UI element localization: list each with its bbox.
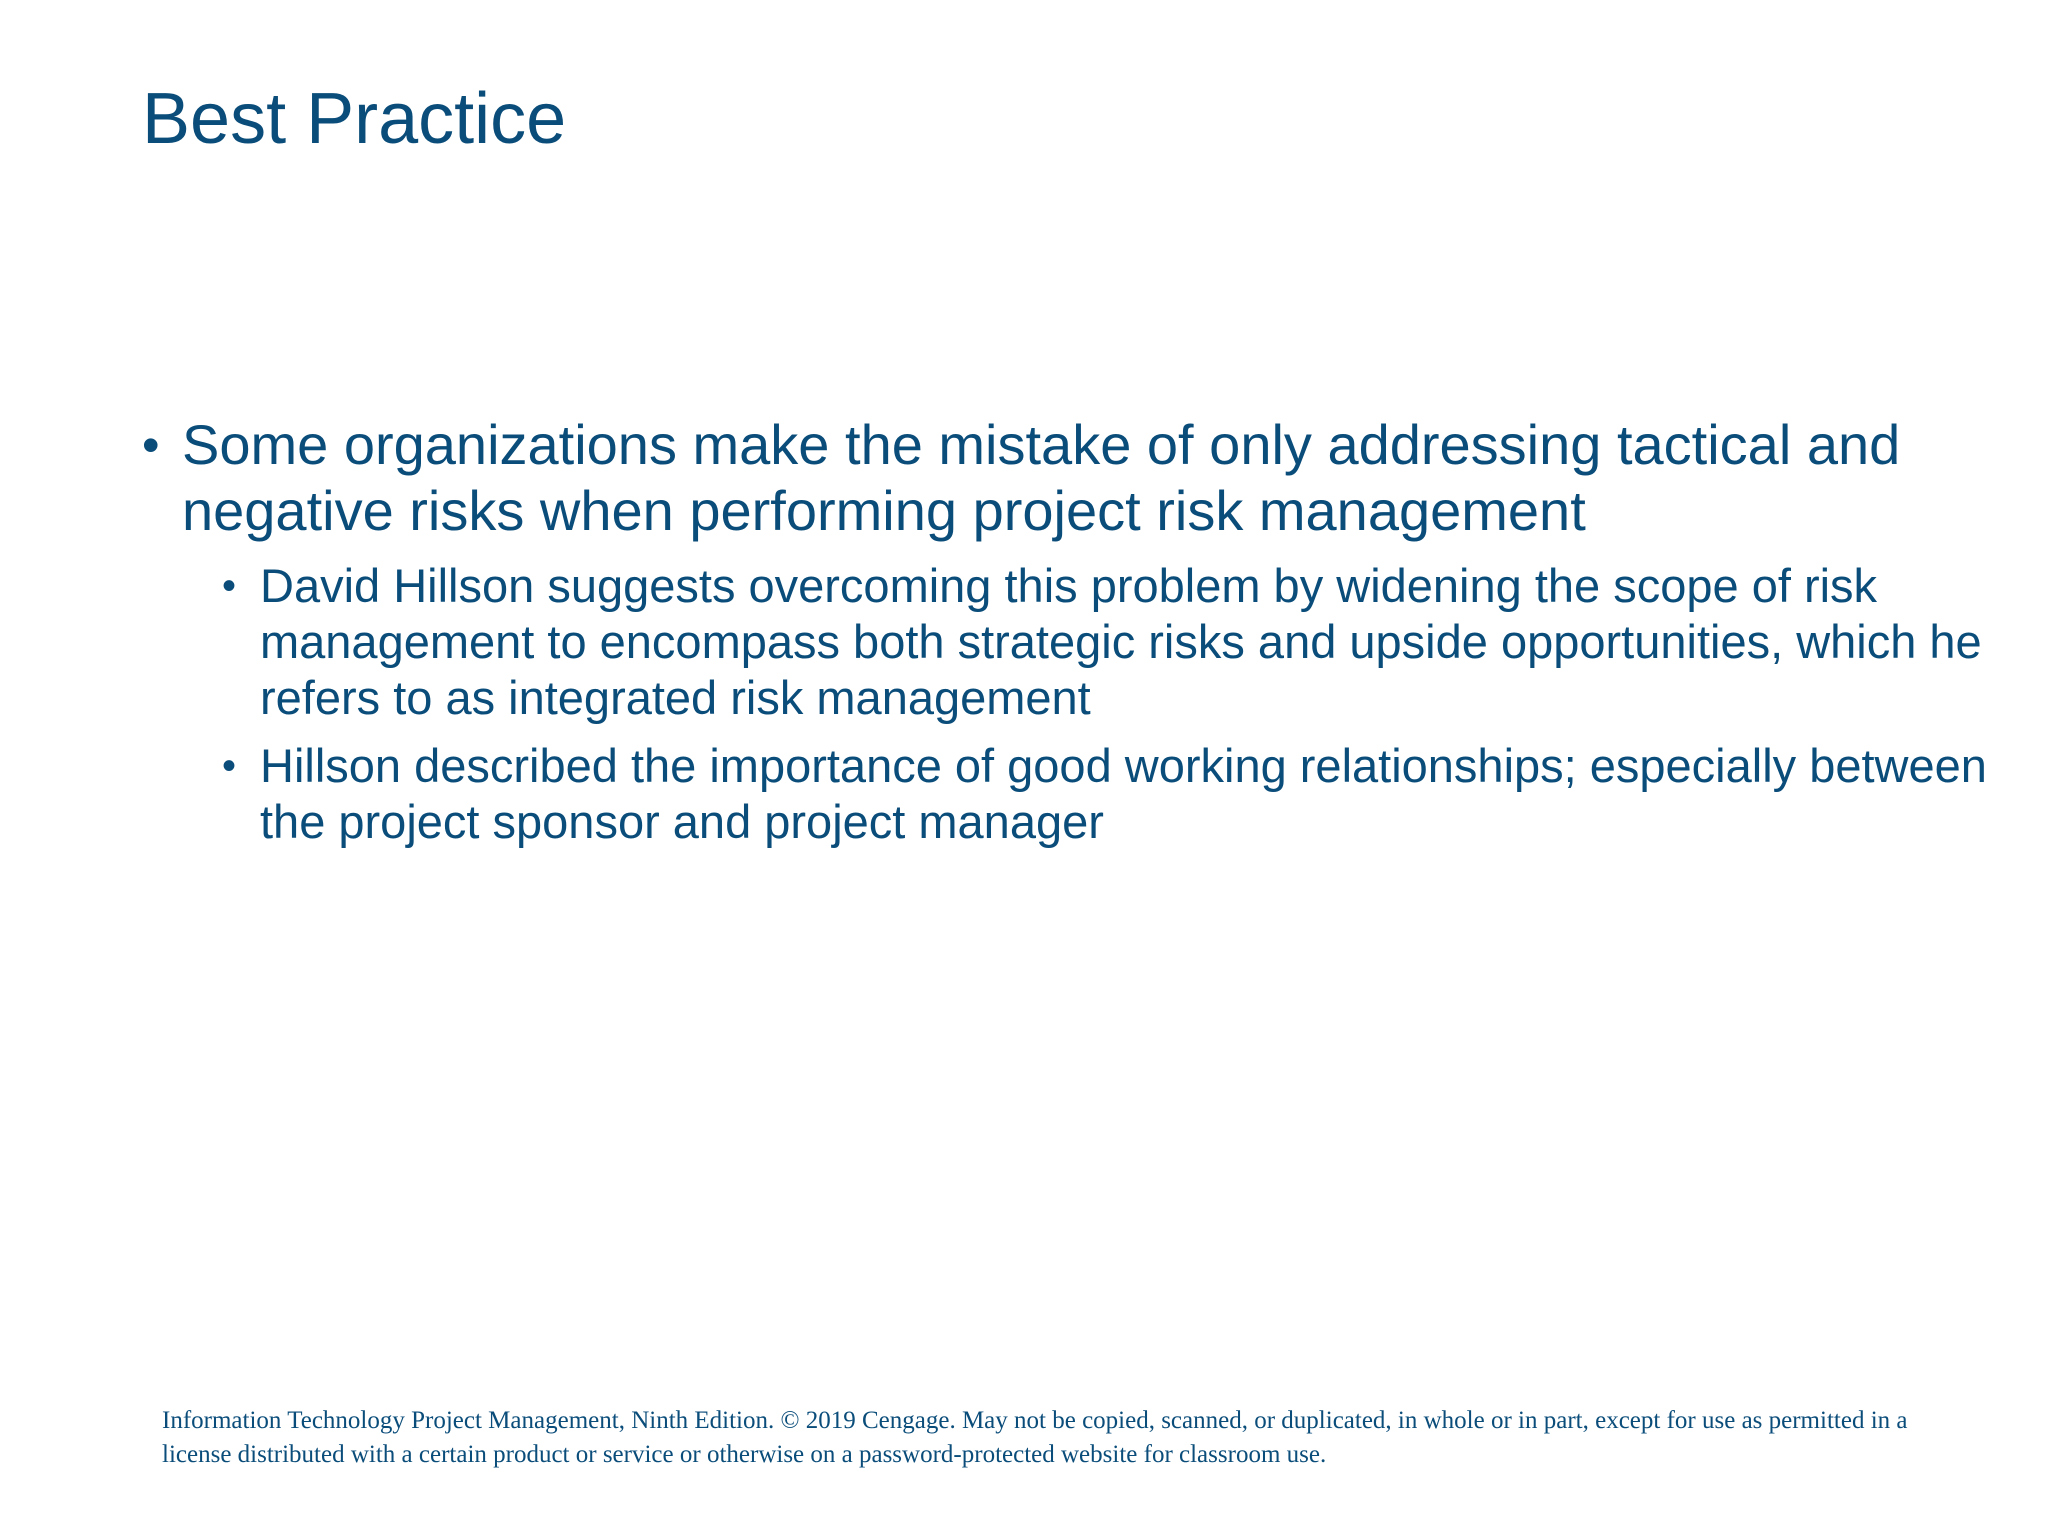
bullet-level-2: [142, 738, 2040, 850]
bullet-marker: •: [142, 417, 160, 473]
slide-title: Best Practice: [142, 79, 567, 159]
subbullet-text: Hillson described the importance of good working relationships; especially between the project sponsor and project manager: [260, 739, 1987, 848]
bullet-text: Some organizations make the mistake of only addressing tactical and negative risks when performing project risk management: [182, 413, 1901, 542]
subbullet-marker: •: [222, 744, 237, 788]
subbullet-text: David Hillson suggests overcoming this problem by widening the scope of risk management to encompass both strategic risks and upside opportunities, which he refers to as integrated risk management: [260, 559, 1982, 724]
copyright-footer: Information Technology Project Management, Ninth Edition. © 2019 Cengage. May not be copied, scanned, or duplicated, in whole or in part, except for use as permitted in a license distributed with a certain product or service or otherwise on a password-protected website for classroom use.: [162, 1407, 1908, 1468]
bullet-level-2: [142, 558, 2040, 726]
bullet-level-1: [142, 412, 1942, 544]
slide-content: [142, 412, 1987, 850]
subbullet-marker: •: [222, 564, 237, 608]
